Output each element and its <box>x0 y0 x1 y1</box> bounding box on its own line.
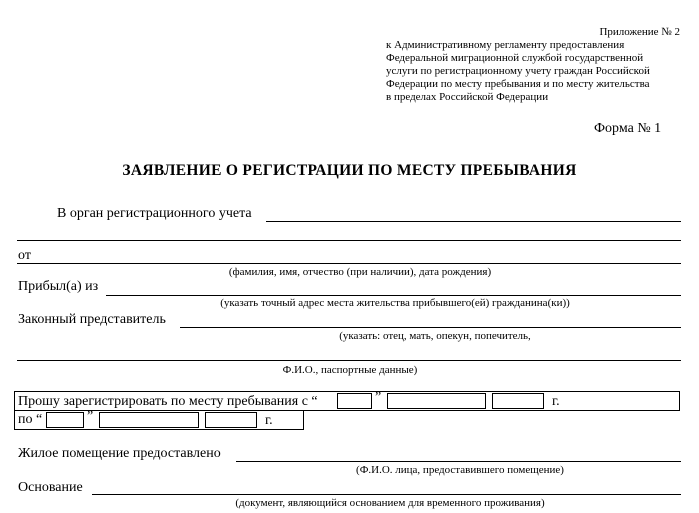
appendix-title: Приложение № 2 <box>599 26 680 38</box>
form-number: Форма № 1 <box>594 121 662 136</box>
arrived-field[interactable] <box>106 295 681 296</box>
organ-label: В орган регистрационного учета <box>57 206 252 221</box>
representative-field[interactable] <box>180 327 681 328</box>
page-title: ЗАЯВЛЕНИЕ О РЕГИСТРАЦИИ ПО МЕСТУ ПРЕБЫВАНИЯ <box>122 162 577 179</box>
organ-field[interactable] <box>266 221 681 222</box>
from-day-input[interactable] <box>337 393 372 409</box>
year-suffix-2: г. <box>265 413 273 428</box>
housing-hint: (Ф.И.О. лица, предоставившего помещение) <box>356 464 564 476</box>
representative-hint: (указать: отец, мать, опекун, попечитель, <box>339 330 531 342</box>
appendix-line: в пределах Российской Федерации <box>386 91 549 103</box>
passport-hint: Ф.И.О., паспортные данные) <box>282 364 418 376</box>
basis-hint: (документ, являющийся основанием для временного проживания) <box>235 497 545 509</box>
organ-field-line-2[interactable] <box>17 240 681 241</box>
appendix-line: Федеральной миграционной службой государственной <box>386 52 644 64</box>
basis-label: Основание <box>18 480 83 495</box>
quote-close-2: ” <box>87 409 94 424</box>
from-year-input[interactable] <box>492 393 544 409</box>
quote-close: ” <box>375 390 382 405</box>
from-hint: (фамилия, имя, отчество (при наличии), дата рождения) <box>228 266 492 278</box>
housing-label: Жилое помещение предоставлено <box>18 446 221 461</box>
arrived-hint: (указать точный адрес места жительства прибывшего(ей) гражданина(ки)) <box>220 297 570 309</box>
from-month-input[interactable] <box>387 393 486 409</box>
arrived-label: Прибыл(а) из <box>18 279 99 294</box>
year-suffix: г. <box>552 394 560 409</box>
from-label: от <box>18 248 31 263</box>
appendix-block <box>386 26 680 104</box>
appendix-line: услуги по регистрационному учету граждан Российской <box>386 65 650 77</box>
to-label: по “ <box>18 412 43 427</box>
from-field[interactable] <box>17 263 681 264</box>
to-day-input[interactable] <box>46 412 84 428</box>
housing-field[interactable] <box>236 461 681 462</box>
representative-field-line-2[interactable] <box>17 360 681 361</box>
to-year-input[interactable] <box>205 412 257 428</box>
basis-field[interactable] <box>92 494 681 495</box>
representative-label: Законный представитель <box>18 312 166 327</box>
appendix-line: Федерации по месту пребывания и по месту жительства <box>386 78 650 90</box>
to-month-input[interactable] <box>99 412 199 428</box>
register-label: Прошу зарегистрировать по месту пребывания с “ <box>18 394 318 409</box>
appendix-line: к Административному регламенту предоставления <box>386 39 625 51</box>
